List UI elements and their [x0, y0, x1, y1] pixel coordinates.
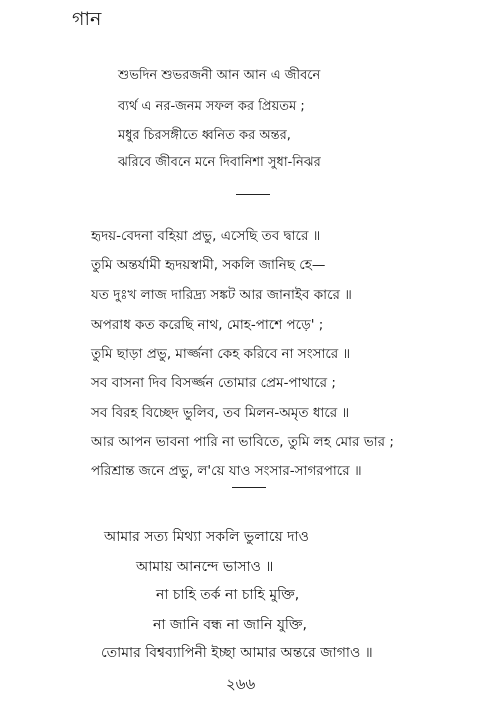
page-header: গান — [72, 8, 102, 30]
section-divider — [232, 487, 266, 488]
song-line: না চাহি তর্ক না চাহি মুক্তি, — [156, 587, 300, 603]
song-line: অপরাধ কত করেছি নাথ, মোহ-পাশে পড়ে' ; — [91, 317, 324, 333]
song-line: তুমি ছাড়া প্রভু, মার্জ্জনা কেহ করিবে না সংসারে ॥ — [91, 346, 351, 362]
song-line: তুমি অন্তর্যামী হৃদয়স্বামী, সকলি জানিছ হে— — [91, 257, 326, 273]
song-line: পরিশ্রান্ত জনে প্রভু, ল'য়ে যাও সংসার-সাগরপারে ॥ — [91, 463, 362, 479]
song-line: সব বিরহ বিচ্ছেদ ভুলিব, তব মিলন-অমৃত ধারে ॥ — [91, 405, 350, 421]
song-line: আমায় আনন্দে ভাসাও ॥ — [136, 559, 274, 575]
song-line: হৃদয়-বেদনা বহিয়া প্রভু, এসেছি তব দ্বারে ॥ — [91, 228, 321, 244]
song-line: ঝরিবে জীবনে মনে দিবানিশা সুধা-নিঝর — [118, 155, 321, 170]
song-line: ব্যর্থ এ নর-জনম সফল কর প্রিয়তম ; — [118, 99, 305, 114]
song-line: সব বাসনা দিব বিসর্জ্জন তোমার প্রেম-পাথারে ; — [91, 375, 336, 391]
song-line: তোমার বিশ্বব্যাপিনী ইচ্ছা আমার অন্তরে জাগাও ॥ — [101, 645, 373, 661]
song-line: যত দুঃখ লাজ দারিদ্র্য সঙ্কট আর জানাইব কারে ॥ — [91, 287, 352, 303]
song-line: আর আপন ভাবনা পারি না ভাবিতে, তুমি লহ মোর ভার ; — [91, 434, 394, 450]
song-line: শুভদিন শুভরজনী আন আন এ জীবনে — [118, 68, 321, 83]
song-line: আমার সত্য মিথ্যা সকলি ভুলায়ে দাও — [104, 529, 309, 545]
page-number: ২৬৬ — [226, 675, 256, 693]
song-line: মধুর চিরসঙ্গীতে ধ্বনিত কর অন্তর, — [118, 128, 291, 143]
section-divider — [236, 194, 270, 195]
song-line: না জানি বন্ধ না জানি যুক্তি, — [153, 617, 307, 633]
